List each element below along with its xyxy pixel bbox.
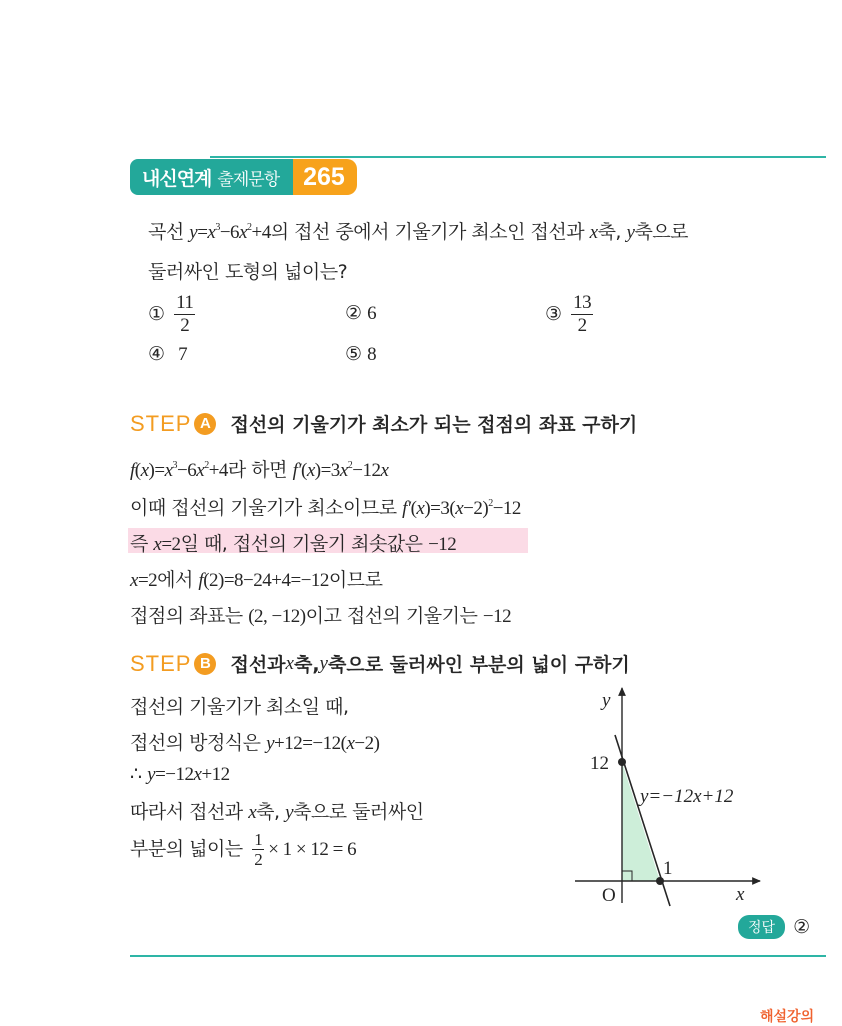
choice-2-mark: ② <box>345 302 362 324</box>
b-title-x: x <box>285 652 294 674</box>
step-b-heading <box>130 650 630 677</box>
step-a-line-1: $f(x)=x^3-6x^2+4$라 하면 $f'(x)=3x^2-12x$ <box>130 459 389 481</box>
step-a-line-5 <box>130 601 511 628</box>
footer-label: 해설강의 <box>760 1009 815 1025</box>
q-text-4: 축으로 <box>634 221 688 243</box>
choice-4[interactable] <box>148 343 187 366</box>
line-equation-text: y=−12x+12 <box>640 786 734 807</box>
tag-label <box>130 159 293 195</box>
a2-text: 이때 접선의 기울기가 최소이므로 <box>130 497 403 519</box>
a1-text: 라 하면 <box>227 459 293 481</box>
b-title-mid: 축, <box>293 654 320 676</box>
q-x: x <box>589 222 598 243</box>
problem-tag <box>130 159 357 195</box>
q-text-3: 축, <box>597 221 627 243</box>
b2-pre: 접선의 방정식은 <box>130 732 267 754</box>
b5-num: 1 <box>254 830 263 849</box>
step-a-heading <box>130 410 637 437</box>
answer-value: ② <box>793 916 811 938</box>
choice-3-fraction <box>571 292 593 337</box>
choice-3-den: 2 <box>577 315 587 336</box>
choice-1-den: 2 <box>180 315 190 336</box>
b4-y: y <box>285 802 294 823</box>
a3-pre: 즉 <box>130 533 154 555</box>
step-b-label: STEP <box>130 650 192 676</box>
a5-pre: 접점의 좌표는 <box>130 605 249 627</box>
b-title-post: 축으로 둘러싸인 부분의 넓이 구하기 <box>327 654 630 676</box>
question-line-2: 둘러싸인 도형의 넓이는? <box>148 261 348 283</box>
b5-post: × 1 × 12 = 6 <box>268 839 357 860</box>
step-a-line-4: x=2에서 f(2)=8−24+4=−12이므로 <box>130 569 383 591</box>
choice-4-mark: ④ <box>148 343 165 365</box>
answer-box <box>738 915 810 939</box>
step-b-line-2: 접선의 방정식은 y+12=−12(x−2) <box>130 732 380 754</box>
tag-sub-text: 출제문항 <box>217 169 280 190</box>
step-a-title: 접선의 기울기가 최소가 되는 접점의 좌표 구하기 <box>230 414 638 436</box>
step-a-line-2: 이때 접선의 기울기가 최소이므로 $f'(x)=3(x-2)^2-12$ <box>130 497 521 519</box>
step-b-badge: B <box>194 653 216 675</box>
step-a-label: STEP <box>130 410 192 436</box>
choice-2[interactable] <box>345 302 376 325</box>
choice-5-value: 8 <box>367 344 377 365</box>
step-b-line-3: ∴ y=−12x+12 <box>130 763 230 785</box>
b5-fraction <box>252 830 264 869</box>
header-rule <box>210 156 826 158</box>
q-text-2: 의 접선 중에서 기울기가 최소인 접선과 <box>270 221 590 243</box>
choice-1-num: 11 <box>176 292 194 313</box>
step-b-line-1: 접선의 기울기가 최소일 때, <box>130 696 349 718</box>
y-axis-label: y <box>602 690 611 711</box>
origin-label: O <box>602 885 616 906</box>
x-intercept-label: 1 <box>663 858 673 879</box>
x-axis-label: x <box>736 884 745 905</box>
y-intercept-label: 12 <box>590 753 609 774</box>
b5-den: 2 <box>254 850 263 869</box>
b4-post: 축으로 둘러싸인 <box>293 801 424 823</box>
choice-5-mark: ⑤ <box>345 343 362 365</box>
q-y: y <box>626 222 635 243</box>
b4-mid: 축, <box>256 801 286 823</box>
choice-3[interactable] <box>545 292 593 337</box>
choice-4-value: 7 <box>178 344 188 365</box>
a5-point: (2, −12) <box>248 606 306 627</box>
y-intercept-point <box>618 758 626 766</box>
step-a-badge: A <box>194 413 216 435</box>
choice-1-fraction <box>174 292 195 337</box>
b4-pre: 따라서 접선과 <box>130 801 249 823</box>
choice-3-num: 13 <box>573 292 592 313</box>
a5-mid: 이고 접선의 기울기는 <box>305 605 483 627</box>
b-title-pre: 접선과 <box>230 654 286 676</box>
line-equation-label <box>638 786 734 807</box>
choice-3-mark: ③ <box>545 303 562 325</box>
choice-5[interactable] <box>345 343 376 366</box>
b-title-y: y <box>319 652 328 674</box>
step-a-line-3: 즉 x=2일 때, 접선의 기울기 최솟값은 −12 <box>130 533 457 555</box>
a5-value: −12 <box>482 606 512 627</box>
choice-1[interactable] <box>148 292 195 337</box>
bottom-rule <box>130 955 826 957</box>
answer-badge: 정답 <box>738 915 785 939</box>
b4-x: x <box>248 802 257 823</box>
a4-pre: 에서 <box>157 569 199 591</box>
step-b-line-4 <box>130 797 424 824</box>
b5-pre: 부분의 넓이는 <box>130 838 249 860</box>
tag-main-text: 내신연계 <box>142 167 212 190</box>
q-equation: y <box>189 222 198 243</box>
question-line-1: 곡선 $y=x^3-6x^2+4$의 접선 중에서 기울기가 최소인 접선과 x축, y축으로 <box>148 221 688 243</box>
choice-2-value: 6 <box>367 303 377 324</box>
step-b-line-5 <box>130 830 356 869</box>
q-text-1: 곡선 <box>148 221 190 243</box>
a3-value: −12 <box>428 534 457 555</box>
a4-post: 이므로 <box>328 569 383 591</box>
shaded-triangle <box>622 762 660 881</box>
a3-mid: 일 때, 접선의 기울기 최솟값은 <box>180 533 429 555</box>
b3-pre: ∴ <box>130 763 148 785</box>
choice-1-mark: ① <box>148 303 165 325</box>
tangent-graph <box>560 678 810 908</box>
problem-number: 265 <box>293 159 357 195</box>
